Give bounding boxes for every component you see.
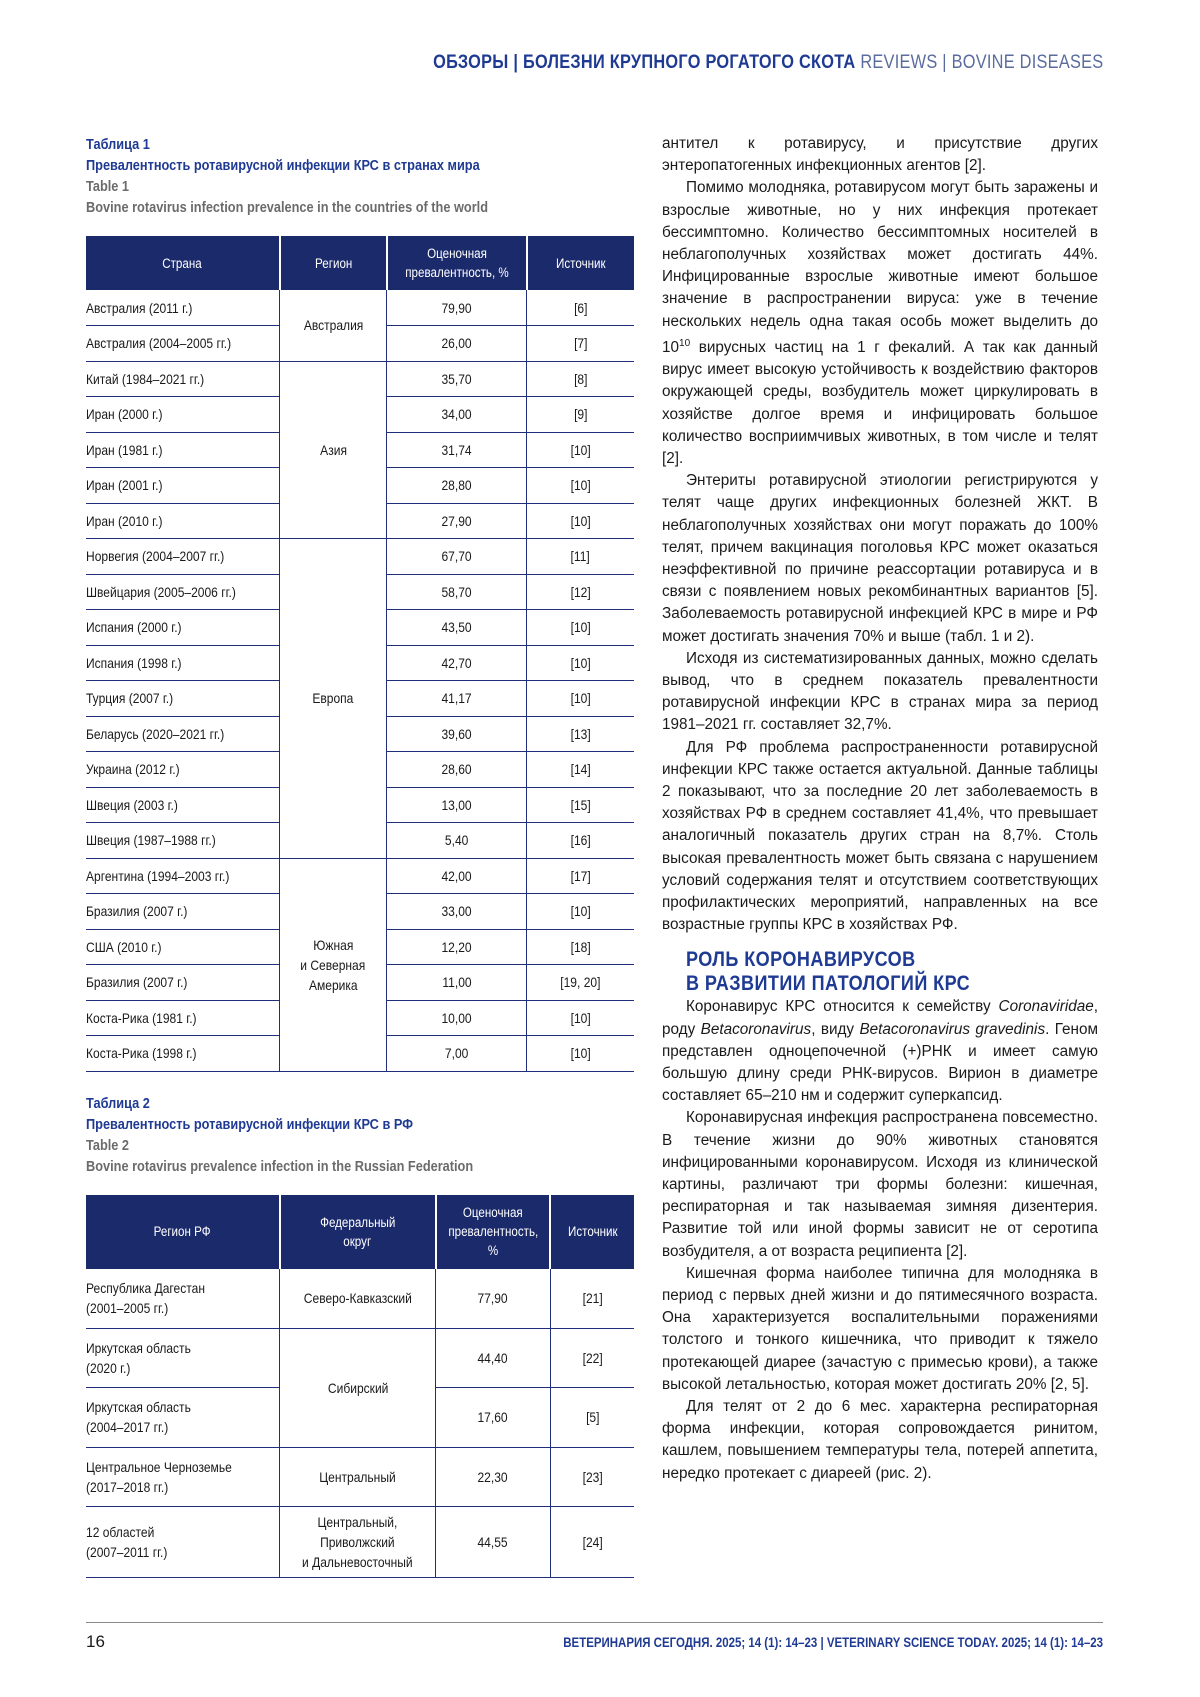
country-cell: Иран (2000 г.) xyxy=(86,406,162,422)
country-cell: Бразилия (2007 г.) xyxy=(86,974,187,990)
region-period-cell: (2007–2011 гг.) xyxy=(86,1542,167,1562)
country-cell: Бразилия (2007 г.) xyxy=(86,903,187,919)
table1-title-ru: Превалентность ротавирусной инфекции КРС в странах мира xyxy=(86,156,480,177)
region-name-cell: Республика Дагестан xyxy=(86,1278,205,1298)
table2-label-ru: Таблица 2 xyxy=(86,1094,150,1115)
table2-col-source: Источник xyxy=(550,1195,634,1269)
table1-col-prevalence: Оценочная превалентность, % xyxy=(387,236,527,290)
table2-label-en: Table 2 xyxy=(86,1136,129,1157)
country-cell: Швеция (1987–1988 гг.) xyxy=(86,832,216,848)
source-cell: [23] xyxy=(582,1469,602,1485)
country-cell: Австралия (2011 г.) xyxy=(86,300,192,316)
region-cell: Америка xyxy=(309,975,358,995)
prevalence-cell: 43,50 xyxy=(442,619,472,635)
prevalence-cell: 22,30 xyxy=(478,1469,508,1485)
country-cell: Китай (1984–2021 гг.) xyxy=(86,371,204,387)
source-cell: [11] xyxy=(571,548,590,564)
source-cell: [16] xyxy=(571,832,591,848)
header-section-ru: ОБЗОРЫ | БОЛЕЗНИ КРУПНОГО РОГАТОГО СКОТА xyxy=(433,52,855,73)
district-cell: Сибирский xyxy=(327,1378,387,1398)
region-cell: Европа xyxy=(313,688,354,708)
district-cell: Центральный xyxy=(319,1467,395,1487)
source-cell: [10] xyxy=(571,690,591,706)
country-cell: Коста-Рика (1998 г.) xyxy=(86,1045,197,1061)
region-cell: Австралия xyxy=(303,315,363,335)
prevalence-cell: 44,40 xyxy=(478,1350,508,1366)
prevalence-cell: 35,70 xyxy=(442,371,472,387)
table2-col-region: Регион РФ xyxy=(86,1195,280,1269)
source-cell: [8] xyxy=(574,371,587,387)
source-cell: [10] xyxy=(571,442,591,458)
source-cell: [13] xyxy=(571,726,591,742)
country-cell: Украина (2012 г.) xyxy=(86,761,180,777)
left-column xyxy=(86,135,634,1578)
source-cell: [15] xyxy=(571,797,591,813)
running-header xyxy=(433,52,1103,74)
table2-title-ru: Превалентность ротавирусной инфекции КРС в РФ xyxy=(86,1115,413,1136)
prevalence-cell: 39,60 xyxy=(442,726,472,742)
table-row xyxy=(86,1328,634,1388)
prevalence-cell: 79,90 xyxy=(442,300,472,316)
country-cell: Австралия (2004–2005 гг.) xyxy=(86,335,231,351)
source-cell: [17] xyxy=(571,868,591,884)
paragraph: Исходя из систематизированных данных, можно сделать вывод, что в среднем показатель превалентности ротавирусной инфекции КРС в странах мира за период 1981–2021 гг. составляет 32,7%. xyxy=(662,648,1098,737)
country-cell: Иран (2001 г.) xyxy=(86,477,162,493)
source-cell: [9] xyxy=(574,406,587,422)
prevalence-cell: 17,60 xyxy=(478,1409,508,1425)
paragraph: Помимо молодняка, ротавирусом могут быть заражены и взрослые животные, но у них инфекция протекает бессимптомно. Количество бессимптомных носителей в неблагополучных хозяйствах может достигать 44%. Инфицированные взрослые животные имеют большое значение в распространении вируса: уже в течение нескольких недель одна такая особь может выделить до 1010 вирусных частиц на 1 г фекалий. А так как данный вирус имеет высокую устойчивость к воздействию факторов окружающей среды, возбудитель может циркулировать в хозяйстве долгое время и инфицировать большое количество восприимчивых животных, в том числе и телят [2]. xyxy=(662,177,1098,470)
region-name-cell: 12 областей xyxy=(86,1522,154,1542)
source-cell: [10] xyxy=(571,477,591,493)
source-cell: [10] xyxy=(571,903,591,919)
prevalence-cell: 26,00 xyxy=(442,335,472,351)
source-cell: [10] xyxy=(571,655,591,671)
right-column xyxy=(662,133,1098,1485)
district-cell: Приволжский xyxy=(320,1532,395,1552)
table1-col-country: Страна xyxy=(86,236,280,290)
table1-caption xyxy=(86,135,634,219)
source-cell: [22] xyxy=(582,1350,602,1366)
source-cell: [12] xyxy=(571,584,591,600)
table-row xyxy=(86,361,634,397)
source-cell: [7] xyxy=(574,335,587,351)
region-cell: и Северная xyxy=(301,955,366,975)
table1-col-source: Источник xyxy=(527,236,634,290)
source-cell: [18] xyxy=(571,939,591,955)
journal-citation: ВЕТЕРИНАРИЯ СЕГОДНЯ. 2025; 14 (1): 14–23 | VETERINARY SCIENCE TODAY. 2025; 14 (1): 14–23 xyxy=(563,1635,1103,1650)
prevalence-cell: 28,60 xyxy=(442,761,472,777)
country-cell: Иран (1981 г.) xyxy=(86,442,162,458)
paragraph: Коронавирусная инфекция распространена повсеместно. В течение жизни до 90% животных становятся инфицированными коронавирусом. Исходя из клинической картины, различают три формы болезни: кишечная, респираторная и так называемая зимняя дизентерия. Развитие той или иной формы зависит не от серотипа возбудителя, а от возраста реципиента [2]. xyxy=(662,1107,1098,1262)
district-cell: и Дальневосточный xyxy=(302,1552,413,1572)
source-cell: [6] xyxy=(574,300,587,316)
region-period-cell: (2004–2017 гг.) xyxy=(86,1417,168,1437)
country-cell: Коста-Рика (1981 г.) xyxy=(86,1010,197,1026)
paragraph: Для телят от 2 до 6 мес. характерна респираторная форма инфекции, которая сопровождается ринитом, кашлем, повышением температуры тела, потерей аппетита, нередко протекает с диареей (рис. 2). xyxy=(662,1396,1098,1485)
country-cell: США (2010 г.) xyxy=(86,939,162,955)
country-cell: Швеция (2003 г.) xyxy=(86,797,178,813)
prevalence-cell: 13,00 xyxy=(442,797,472,813)
header-section-en: REVIEWS | BOVINE DISEASES xyxy=(860,52,1103,73)
prevalence-cell: 28,80 xyxy=(442,477,472,493)
region-period-cell: (2017–2018 гг.) xyxy=(86,1477,168,1497)
source-cell: [21] xyxy=(582,1290,602,1306)
table-row xyxy=(86,539,634,575)
prevalence-cell: 44,55 xyxy=(478,1534,508,1550)
table2-col-district: Федеральный округ xyxy=(280,1195,436,1269)
paragraph: Для РФ проблема распространенности ротавирусной инфекции КРС также остается актуальной. Данные таблицы 2 показывают, что за последние 20 лет заболеваемость в хозяйствах РФ в среднем составляет 41,4%, что превышает аналогичный показатель других стран на 8,7%. Столь высокая превалентность может быть связана с нарушением условий содержания телят и отсутствием соответствующих профилактических мероприятий, направленных на все возрастные группы КРС в хозяйствах РФ. xyxy=(662,737,1098,937)
source-cell: [10] xyxy=(571,1045,591,1061)
prevalence-cell: 42,00 xyxy=(442,868,472,884)
prevalence-cell: 10,00 xyxy=(442,1010,472,1026)
country-cell: Испания (2000 г.) xyxy=(86,619,182,635)
table2-caption xyxy=(86,1094,634,1178)
paragraph: Кишечная форма наиболее типична для молодняка в период с первых дней жизни и до пятимесячного возраста. Она характеризуется воспалительными поражениями толстого и тонкого кишечника, что приводит к тяжело протекающей диарее (зачастую с примесью крови), а также высокой летальностью, которая может достигать 20% [2, 5]. xyxy=(662,1263,1098,1396)
source-cell: [14] xyxy=(571,761,591,777)
table2-title-en: Bovine rotavirus prevalence infection in the Russian Federation xyxy=(86,1157,473,1178)
source-cell: [5] xyxy=(586,1409,599,1425)
footer-divider xyxy=(86,1622,1103,1623)
prevalence-cell: 7,00 xyxy=(445,1045,468,1061)
table-row xyxy=(86,1269,634,1329)
table-row xyxy=(86,1447,634,1507)
paragraph: антител к ротавирусу, и присутствие других энтеропатогенных инфекционных агентов [2]. xyxy=(662,133,1098,177)
source-cell: [24] xyxy=(582,1534,602,1550)
paragraph: Энтериты ротавирусной этиологии регистрируются у телят чаще других инфекционных болезней ЖКТ. В неблагополучных хозяйствах они могут поражать до 100% телят, причем вакцинация поголовья КРС может оказаться неэффективной по причине реассортации ротавируса и в связи с появлением новых рекомбинантных вариантов [5]. Заболеваемость ротавирусной инфекцией КРС в мире и РФ может достигать значения 70% и выше (табл. 1 и 2). xyxy=(662,470,1098,648)
source-cell: [10] xyxy=(571,619,591,635)
source-cell: [19, 20] xyxy=(561,974,601,990)
prevalence-cell: 27,90 xyxy=(442,513,472,529)
region-cell: Азия xyxy=(320,440,347,460)
prevalence-cell: 5,40 xyxy=(445,832,468,848)
prevalence-cell: 41,17 xyxy=(442,690,472,706)
country-cell: Норвегия (2004–2007 гг.) xyxy=(86,548,224,564)
region-name-cell: Иркутская область xyxy=(86,1397,191,1417)
district-cell: Центральный, xyxy=(318,1512,398,1532)
table1-title-en: Bovine rotavirus infection prevalence in the countries of the world xyxy=(86,198,488,219)
prevalence-cell: 77,90 xyxy=(478,1290,508,1306)
prevalence-cell: 12,20 xyxy=(442,939,472,955)
country-cell: Швейцария (2005–2006 гг.) xyxy=(86,584,236,600)
country-cell: Испания (1998 г.) xyxy=(86,655,182,671)
region-period-cell: (2020 г.) xyxy=(86,1358,130,1378)
table-row xyxy=(86,290,634,326)
prevalence-cell: 11,00 xyxy=(442,974,471,990)
prevalence-cell: 34,00 xyxy=(442,406,472,422)
prevalence-cell: 58,70 xyxy=(442,584,472,600)
section-heading: РОЛЬ КОРОНАВИРУСОВ В РАЗВИТИИ ПАТОЛОГИЙ КРС xyxy=(686,948,1040,996)
paragraph: Коронавирус КРС относится к семейству Coronaviridae, роду Betacoronavirus, виду Betacoronavirus gravedinis. Геном представлен одноцепочечной (+)РНК и имеет самую большую длину среди РНК-вирусов. Вирион в диаметре составляет 65–210 нм и содержит суперкапсид. xyxy=(662,996,1098,1107)
table1-label-ru: Таблица 1 xyxy=(86,135,150,156)
prevalence-cell: 67,70 xyxy=(442,548,472,564)
table-row xyxy=(86,858,634,894)
page-number: 16 xyxy=(86,1632,105,1652)
country-cell: Иран (2010 г.) xyxy=(86,513,162,529)
table-row xyxy=(86,1507,634,1578)
region-period-cell: (2001–2005 гг.) xyxy=(86,1298,168,1318)
table2-col-prevalence: Оценочная превалентность, % xyxy=(436,1195,551,1269)
country-cell: Беларусь (2020–2021 гг.) xyxy=(86,726,224,742)
source-cell: [10] xyxy=(571,513,591,529)
region-cell: Южная xyxy=(313,935,353,955)
prevalence-cell: 31,74 xyxy=(442,442,472,458)
region-name-cell: Иркутская область xyxy=(86,1338,191,1358)
table2 xyxy=(86,1195,634,1579)
country-cell: Аргентина (1994–2003 гг.) xyxy=(86,868,229,884)
prevalence-cell: 42,70 xyxy=(442,655,472,671)
superscript: 10 xyxy=(679,338,690,349)
prevalence-cell: 33,00 xyxy=(442,903,472,919)
table1-col-region: Регион xyxy=(280,236,387,290)
table1-label-en: Table 1 xyxy=(86,177,129,198)
region-name-cell: Центральное Черноземье xyxy=(86,1457,232,1477)
table1 xyxy=(86,236,634,1072)
country-cell: Турция (2007 г.) xyxy=(86,690,173,706)
district-cell: Северо-Кавказский xyxy=(304,1288,412,1308)
source-cell: [10] xyxy=(571,1010,591,1026)
